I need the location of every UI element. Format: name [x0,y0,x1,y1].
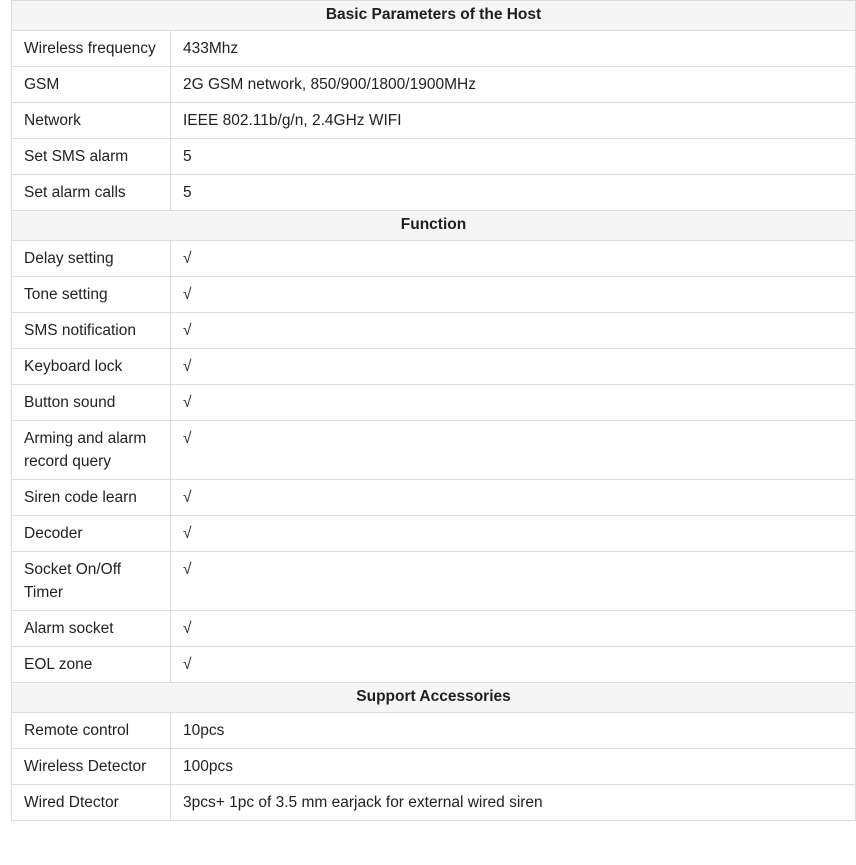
row-label: Network [12,103,171,139]
check-mark: √ [171,313,856,349]
row-value: IEEE 802.11b/g/n, 2.4GHz WIFI [171,103,856,139]
table-row [12,611,856,647]
row-label: Siren code learn [12,480,171,516]
table-row [12,749,856,785]
row-value: 5 [171,139,856,175]
spec-table-container [11,0,855,821]
row-label: Decoder [12,516,171,552]
row-value: 100pcs [171,749,856,785]
check-mark: √ [171,516,856,552]
row-label: Remote control [12,713,171,749]
row-value: 5 [171,175,856,211]
row-label: Delay setting [12,241,171,277]
row-label: SMS notification [12,313,171,349]
table-row [12,175,856,211]
row-label: Keyboard lock [12,349,171,385]
row-label: Set alarm calls [12,175,171,211]
table-row [12,713,856,749]
table-row [12,313,856,349]
table-row [12,241,856,277]
check-mark: √ [171,611,856,647]
table-row [12,421,856,480]
check-mark: √ [171,480,856,516]
row-label: Arming and alarm record query [12,421,171,480]
row-label: Button sound [12,385,171,421]
check-mark: √ [171,385,856,421]
row-label: Wireless frequency [12,31,171,67]
row-label: Wireless Detector [12,749,171,785]
section-header-row [12,211,856,241]
row-label: Set SMS alarm [12,139,171,175]
row-label: EOL zone [12,647,171,683]
table-row [12,385,856,421]
check-mark: √ [171,241,856,277]
check-mark: √ [171,349,856,385]
check-mark: √ [171,647,856,683]
row-label: GSM [12,67,171,103]
check-mark: √ [171,277,856,313]
table-row [12,103,856,139]
check-mark: √ [171,552,856,611]
row-label: Tone setting [12,277,171,313]
table-row [12,516,856,552]
section-header-row [12,683,856,713]
spec-table [11,0,856,821]
section-title-basic-parameters: Basic Parameters of the Host [12,1,856,31]
section-title-support-accessories: Support Accessories [12,683,856,713]
table-row [12,647,856,683]
row-value: 3pcs+ 1pc of 3.5 mm earjack for external wired siren [171,785,856,821]
table-row [12,552,856,611]
row-label: Socket On/Off Timer [12,552,171,611]
row-label: Alarm socket [12,611,171,647]
table-row [12,480,856,516]
table-row [12,785,856,821]
row-label: Wired Dtector [12,785,171,821]
check-mark: √ [171,421,856,480]
section-header-row [12,1,856,31]
row-value: 433Mhz [171,31,856,67]
row-value: 10pcs [171,713,856,749]
table-row [12,139,856,175]
section-title-function: Function [12,211,856,241]
table-row [12,31,856,67]
table-row [12,349,856,385]
table-row [12,277,856,313]
row-value: 2G GSM network, 850/900/1800/1900MHz [171,67,856,103]
table-row [12,67,856,103]
